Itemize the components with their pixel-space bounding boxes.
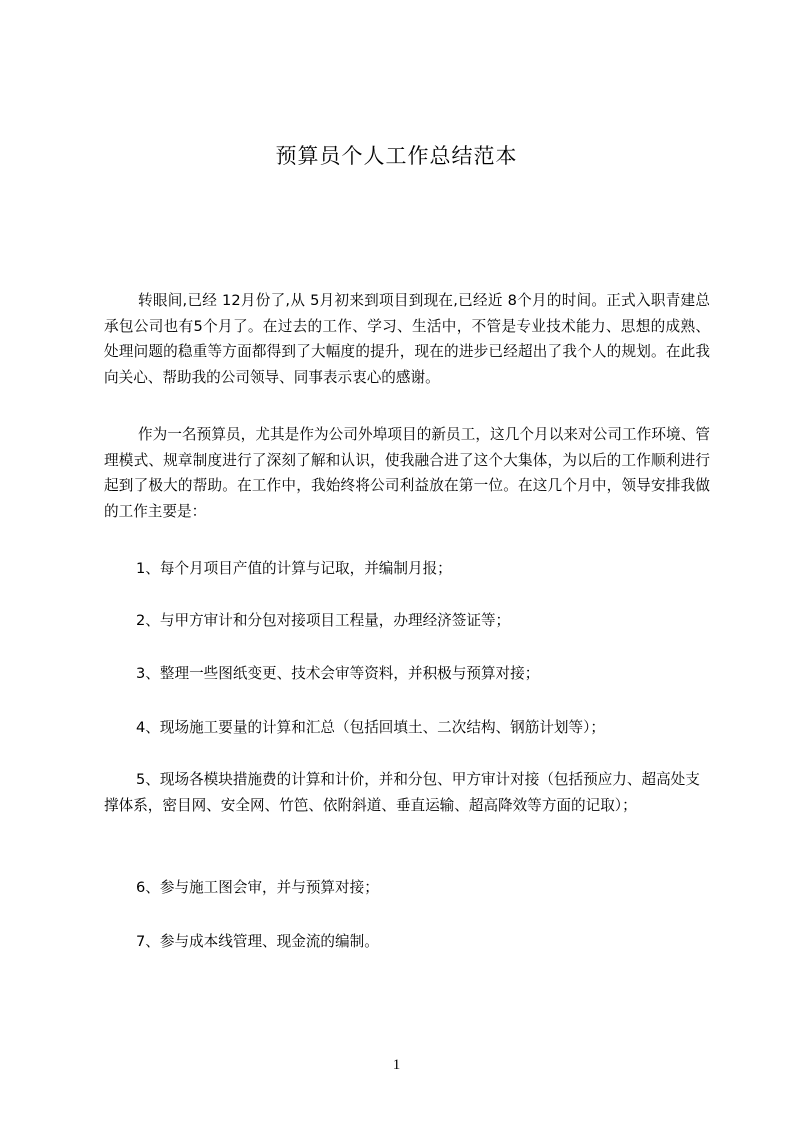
list-item-6: 6、参与施工图会审，并与预算对接； (136, 879, 379, 896)
list-item-3: 3、整理一些图纸变更、技术会审等资料，并积极与预算对接； (136, 665, 540, 682)
document-title: 预算员个人工作总结范本 (275, 144, 518, 168)
paragraph-role: 作为一名预算员，尤其是作为公司外埠项目的新员工，这几个月以来对公司工作环境、管理模式、规章制度进行了深刻了解和认识，使我融合进了这个大集体，为以后的工作顺利进行起到了极大的帮助。在工作中，我始终将公司利益放在第一位。在这几个月中，领导安排我做的工作主要是： (104, 426, 710, 520)
paragraph-intro: 转眼间,已经 12月份了,从 5月初来到项目到现在,已经近 8个月的时间。正式入职青建总承包公司也有5个月了。在过去的工作、学习、生活中，不管是专业技术能力、思想的成熟、处理问题的稳重等方面都得到了大幅度的提升，现在的进步已经超出了我个人的规划。在此我向关心、帮助我的公司领导、同事表示衷心的感谢。 (104, 292, 710, 386)
page-number: 1 (392, 1057, 401, 1073)
list-item-7: 7、参与成本线管理、现金流的编制。 (136, 933, 379, 950)
list-item-5: 5、现场各模块措施费的计算和计价，并和分包、甲方审计对接（包括预应力、超高处支撑体系，密目网、安全网、竹笆、依附斜道、垂直运输、超高降效等方面的记取）； (104, 771, 700, 814)
list-item-2: 2、与甲方审计和分包对接项目工程量，办理经济签证等； (136, 612, 511, 629)
list-item-4: 4、现场施工要量的计算和汇总（包括回填土、二次结构、钢筋计划等）； (136, 719, 605, 736)
list-item-1: 1、每个月项目产值的计算与记取，并编制月报； (136, 560, 452, 577)
